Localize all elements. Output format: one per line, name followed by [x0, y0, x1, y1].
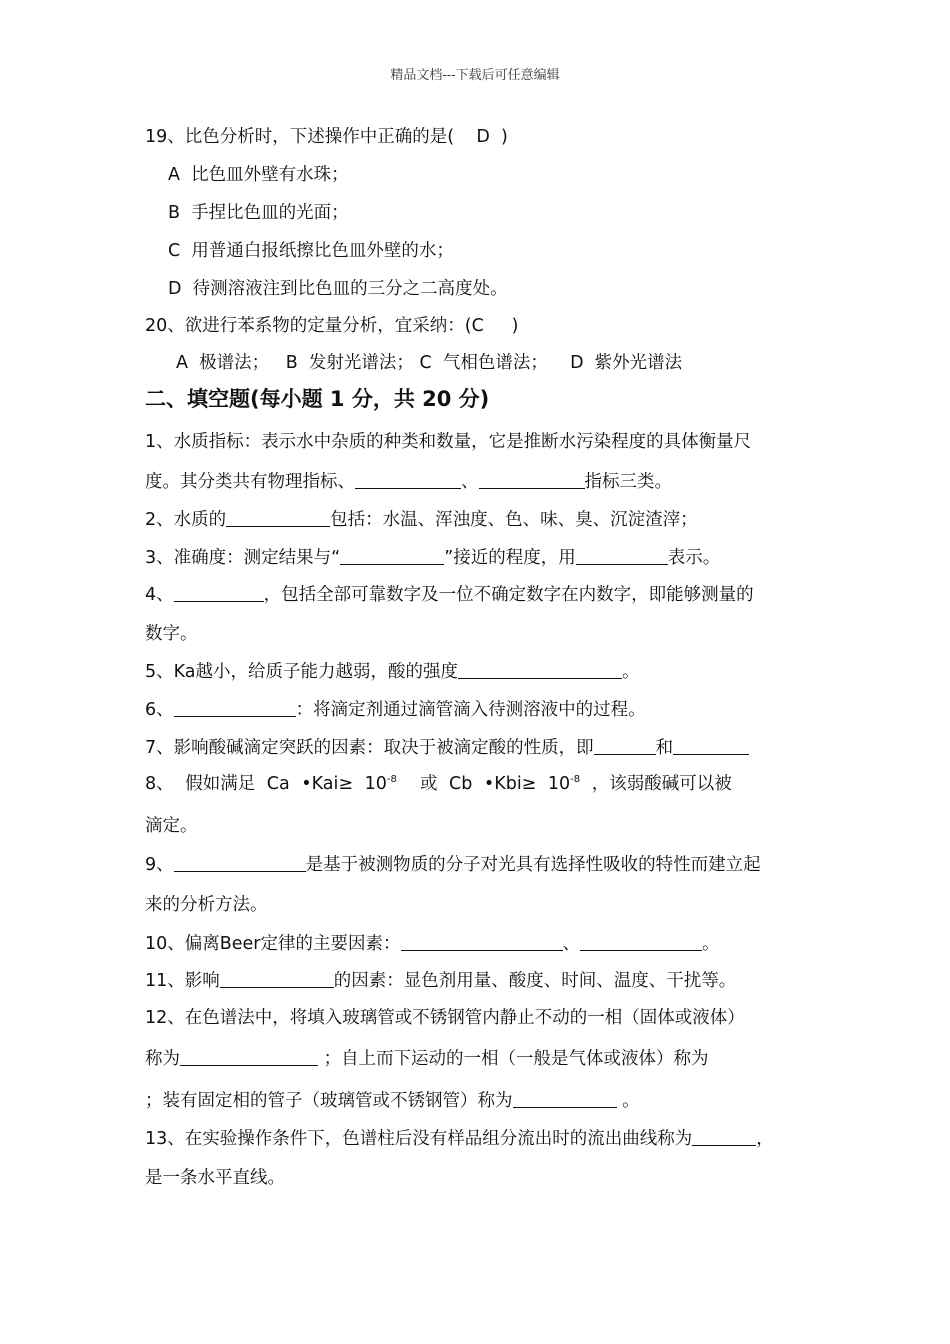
blank — [479, 470, 585, 489]
fill-q5: 5、Ka越小，给质子能力越弱，酸的强度 。 — [145, 662, 640, 682]
fill-q3: 3、准确度：测定结果与“ ”接近的程度，用 表示。 — [145, 548, 721, 568]
q19-option-b: B 手捏比色皿的光面； — [168, 203, 349, 223]
q19-option-a: A 比色皿外壁有水珠； — [168, 165, 349, 185]
fill-q7: 7、影响酸碱滴定突跃的因素：取决于被滴定酸的性质，即 和 — [145, 736, 749, 759]
fill-q9-line2: 来的分析方法。 — [145, 895, 268, 915]
blank — [401, 932, 563, 951]
blank — [513, 1089, 617, 1108]
q20-stem: 20、欲进行苯系物的定量分析，宜采纳：(C ) — [145, 316, 519, 336]
fill-q12-line2: 称为 ；自上而下运动的一相（一般是气体或液体）称为 — [145, 1049, 709, 1069]
q19-option-c: C 用普通白报纸擦比色皿外壁的水； — [168, 241, 454, 261]
fill-q9-line1: 9、 是基于被测物质的分子对光具有选择性吸收的特性而建立起 — [145, 855, 761, 875]
blank — [594, 736, 656, 755]
fill-q4-line2: 数字。 — [145, 624, 198, 644]
fill-q11: 11、影响 的因素：显色剂用量、酸度、时间、温度、干扰等。 — [145, 971, 737, 991]
fill-q10: 10、偏离Beer定律的主要因素： 、 。 — [145, 934, 720, 954]
fill-q13-line2: 是一条水平直线。 — [145, 1168, 285, 1188]
blank — [673, 736, 749, 755]
blank — [174, 853, 306, 872]
blank — [576, 546, 668, 565]
blank — [174, 698, 296, 717]
fill-q1-line1: 1、水质指标：表示水中杂质的种类和数量，它是推断水污染程度的具体衡量尺 — [145, 432, 752, 452]
fill-q8-line1: 8、 假如满足 Ca •Kai≥ $10^{-8}$ 或 Cb •Kbi≥ $10^{-8}$ ，该弱酸碱可以被 — [145, 774, 732, 794]
fill-q6: 6、 ：将滴定剂通过滴管滴入待测溶液中的过程。 — [145, 700, 646, 720]
fill-q13-line1: 13、在实验操作条件下，色谱柱后没有样品组分流出时的流出曲线称为 ， — [145, 1129, 774, 1149]
blank — [458, 660, 622, 679]
fill-q2: 2、水质的 包括：水温、浑浊度、色、味、臭、沉淀渣滓； — [145, 510, 698, 530]
blank — [220, 969, 334, 988]
blank — [226, 508, 330, 527]
q19-option-d: D 待测溶液注到比色皿的三分之二高度处。 — [168, 279, 508, 299]
section-title: 二、填空题(每小题 1 分，共 20 分) — [145, 387, 490, 411]
blank — [180, 1047, 318, 1066]
blank — [692, 1127, 756, 1146]
fill-q1-line2: 度。其分类共有物理指标、 、 指标三类。 — [145, 472, 672, 492]
fill-q4-line1: 4、 ，包括全部可靠数字及一位不确定数字在内数字，即能够测量的 — [145, 585, 754, 605]
fill-q12-line3: ；装有固定相的管子（玻璃管或不锈钢管）称为 。 — [145, 1091, 640, 1111]
blank — [355, 470, 461, 489]
fill-q12-line1: 12、在色谱法中，将填入玻璃管或不锈钢管内静止不动的一相（固体或液体） — [145, 1008, 745, 1028]
fill-q8-line2: 滴定。 — [145, 816, 198, 836]
q20-options: A 极谱法； B 发射光谱法； C 气相色谱法； D 紫外光谱法 — [176, 353, 683, 373]
page-header: 精品文档---下载后可任意编辑 — [390, 68, 560, 83]
blank — [174, 583, 264, 602]
blank — [580, 932, 702, 951]
q19-stem: 19、比色分析时，下述操作中正确的是( D ) — [145, 127, 508, 147]
blank — [340, 546, 444, 565]
